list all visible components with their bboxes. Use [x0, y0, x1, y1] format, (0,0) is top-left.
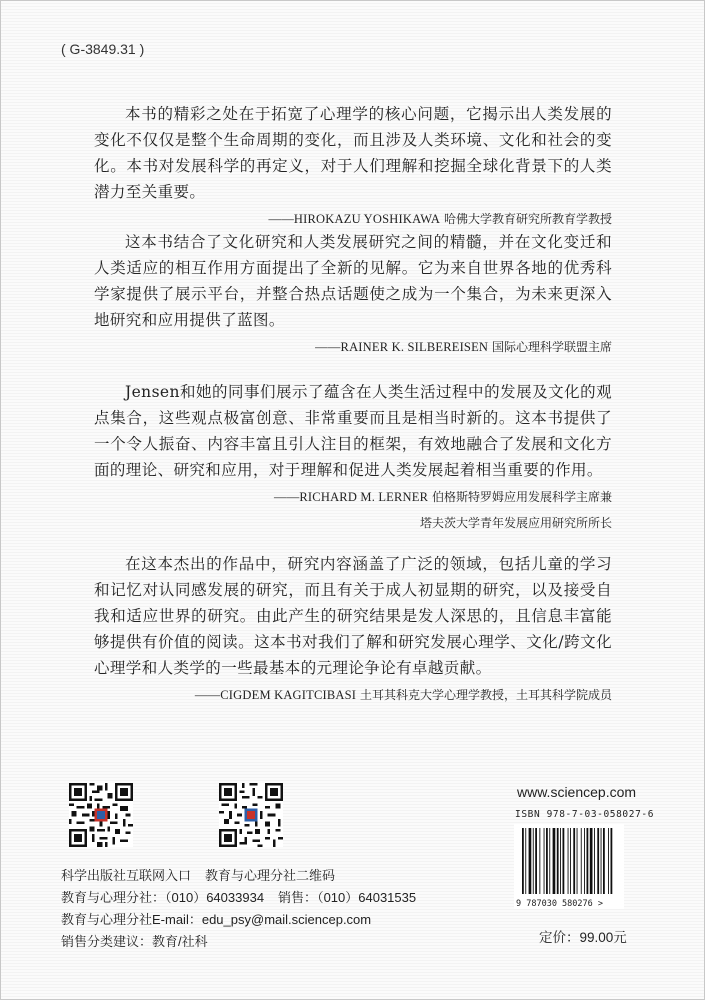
book-classification-code: ( G-3849.31 ): [61, 41, 145, 57]
phone-number[interactable]: （010）64033934: [165, 890, 265, 905]
endorsement-quote-2: [94, 229, 612, 359]
quote-attribution: [94, 335, 612, 359]
phone-row: [61, 887, 416, 909]
quote-attribution: [94, 683, 612, 707]
website-link[interactable]: www.sciencep.com: [517, 784, 637, 800]
isbn-number: ISBN 978-7-03-058027-6: [515, 809, 655, 820]
endorsement-quote-4: [94, 551, 612, 707]
quote-text: 本书的精彩之处在于拓宽了心理学的核心问题，它揭示出人类发展的变化不仅仅是整个生命周期的变化，而且涉及人类环境、文化和社会的变化。本书对发展科学的再定义，对于人们理解和挖掘全球化背景下的人类潜力至关重要。: [94, 105, 612, 201]
branch-qr-code[interactable]: [219, 783, 283, 847]
quote-attribution: [94, 207, 612, 231]
quote-author: ——RAINER K. SILBEREISEN: [315, 340, 489, 354]
quote-author-title-line-2: 塔夫茨大学青年发展应用研究所所长: [419, 516, 612, 530]
publisher-info: [61, 865, 416, 953]
phone-label: 教育与心理分社：: [61, 890, 166, 905]
qr-caption-1: 科学出版社互联网入口: [61, 868, 192, 883]
quote-text: Jensen和她的同事们展示了蕴含在人类生活过程中的发展及文化的观点集合，这些观点极富创意、非常重要而且是相当时新的。这本书提供了一个令人振奋、内容丰富且引人注目的框架，有效地融合了发展和文化方面的理论、研究和应用，对于理解和促进人类发展起着相当重要的作用。: [94, 383, 612, 479]
quote-text: 这本书结合了文化研究和人类发展研究之间的精髓，并在文化变迁和人类适应的相互作用方面提出了全新的见解。它为来自世界各地的优秀科学家提供了展示平台，并整合热点话题使之成为一个集合，为未来更深入地研究和应用提供了蓝图。: [94, 233, 612, 329]
category-row: [61, 931, 416, 953]
sales-phone[interactable]: （010）64031535: [317, 890, 417, 905]
endorsement-quote-3: [94, 379, 612, 535]
quote-author: ——RICHARD M. LERNER: [274, 490, 429, 504]
qr-captions: [61, 865, 416, 887]
website-qr-code[interactable]: [69, 783, 133, 847]
quote-text: 在这本杰出的作品中，研究内容涵盖了广泛的领域，包括儿童的学习和记忆对认同感发展的研究，而且有关于成人初显期的研究，以及接受自我和适应世界的研究。由此产生的研究结果是发人深思的，且信息丰富能够提供有价值的阅读。这本书对我们了解和研究发展心理学、文化/跨文化心理学和人类学的一些最基本的元理论争论有卓越贡献。: [94, 555, 612, 677]
quote-author-title: 国际心理科学联盟主席: [491, 340, 612, 354]
quote-attribution: [94, 485, 612, 509]
price: [539, 926, 627, 946]
isbn-barcode: [514, 824, 624, 909]
quote-author: ——HIROKAZU YOSHIKAWA: [268, 212, 441, 226]
barcode-graphic: [514, 824, 624, 909]
price-value: 99.00元: [579, 930, 627, 945]
email-link[interactable]: edu_psy@mail.sciencep.com: [201, 912, 372, 927]
barcode-digits: 9 787030 580276 >: [516, 899, 603, 909]
price-label: 定价：: [539, 930, 580, 945]
email-row: [61, 909, 416, 931]
quote-author-title: 土耳其科克大学心理学教授，土耳其科学院成员: [359, 688, 612, 702]
category-value: 教育/社科: [152, 934, 208, 949]
endorsement-quote-1: [94, 101, 612, 231]
email-label: 教育与心理分社E-mail：: [61, 912, 202, 927]
qr-caption-2: 教育与心理分社二维码: [205, 868, 336, 883]
quote-author-title: 哈佛大学教育研究所教育学教授: [443, 212, 612, 226]
quote-author: ——CIGDEM KAGITCIBASI: [194, 688, 357, 702]
category-label: 销售分类建议：: [61, 934, 153, 949]
sales-label: 销售：: [278, 890, 318, 905]
quote-author-title: 伯格斯特罗姆应用发展科学主席兼: [431, 490, 612, 504]
